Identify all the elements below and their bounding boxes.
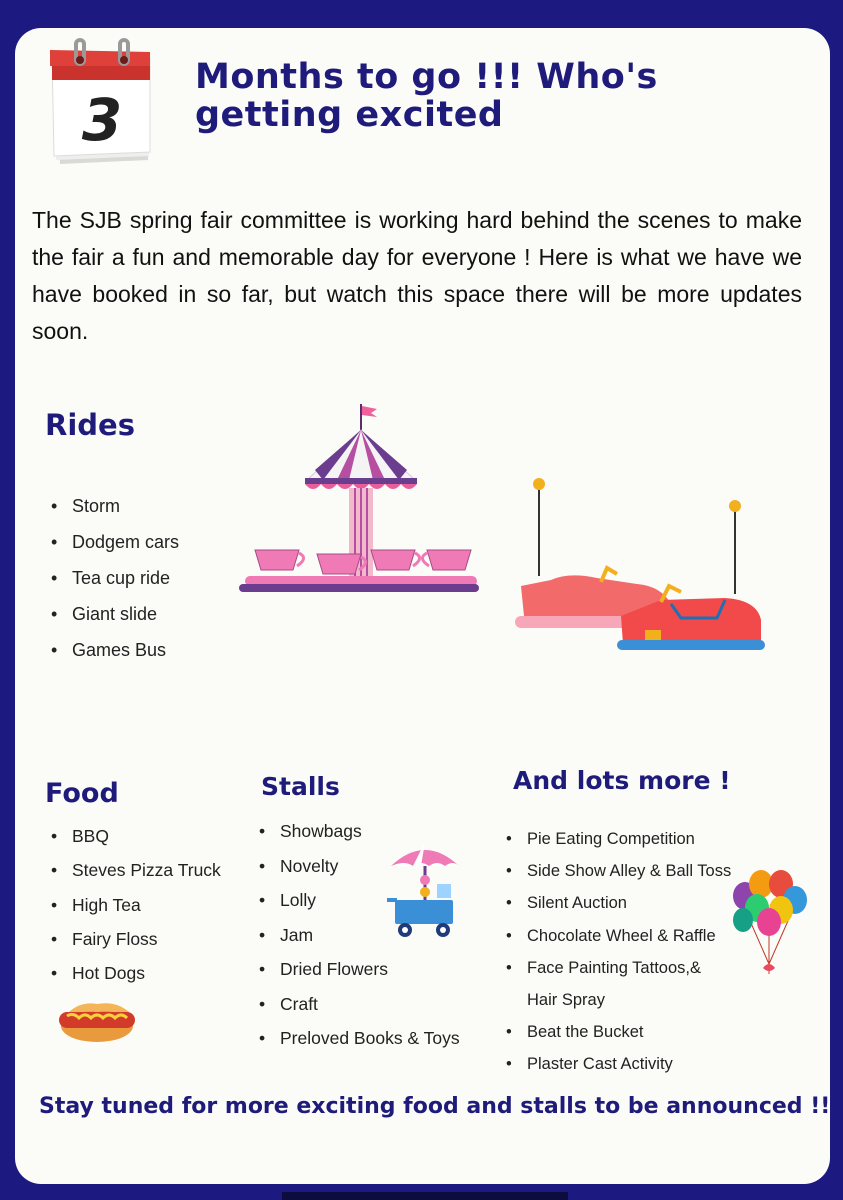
- list-item: • Hot Dogs: [45, 962, 221, 996]
- list-item: • Face Painting Tattoos,& Hair Spray: [500, 952, 727, 1016]
- calendar-number: 3: [81, 86, 123, 154]
- page-title: Months to go !!! Who's getting excited: [195, 57, 658, 135]
- intro-paragraph: The SJB spring fair committee is working hard behind the scenes to make the fair a fun and memorable day for everyone ! Here is what we have we have booked in so far, but watch this space there will be more updates soon.: [32, 207, 802, 344]
- balloons-icon: [729, 864, 809, 988]
- list-item: • Novelty: [253, 855, 460, 890]
- list-item: • Showbags: [253, 820, 460, 855]
- candy-cart-icon: [385, 838, 461, 942]
- list-item: • Games Bus: [45, 638, 179, 674]
- list-item: • Lolly: [253, 889, 460, 924]
- list-item: • Dodgem cars: [45, 530, 179, 566]
- list-item: • Storm: [45, 494, 179, 530]
- footer-message: Stay tuned for more exciting food and stalls to be announced !!: [39, 1094, 830, 1119]
- more-list: [500, 828, 731, 1086]
- stalls-heading: Stalls: [261, 772, 340, 801]
- list-item: • Giant slide: [45, 602, 179, 638]
- list-item: • Side Show Alley & Ball Toss: [500, 860, 731, 892]
- hot-dog-icon: [57, 992, 137, 1048]
- bottom-bar: [282, 1192, 568, 1200]
- bumper-cars-icon: [511, 476, 766, 654]
- list-item: • Plaster Cast Activity: [500, 1053, 731, 1085]
- list-item: • Fairy Floss: [45, 928, 221, 962]
- list-item: • Jam: [253, 924, 460, 959]
- rides-list: [45, 494, 179, 674]
- food-heading: Food: [45, 778, 119, 809]
- teacup-ride-icon: [237, 400, 482, 596]
- calendar-icon: [46, 36, 158, 164]
- flyer-card: [15, 28, 830, 1184]
- list-item: • Preloved Books & Toys: [253, 1027, 460, 1062]
- list-item: • Craft: [253, 993, 460, 1028]
- list-item: • High Tea: [45, 894, 221, 928]
- more-heading: And lots more !: [513, 766, 731, 795]
- list-item: • BBQ: [45, 825, 221, 859]
- list-item: • Silent Auction: [500, 892, 731, 924]
- list-item: • Pie Eating Competition: [500, 828, 731, 860]
- rides-heading: Rides: [45, 408, 135, 442]
- list-item: • Tea cup ride: [45, 566, 179, 602]
- list-item: • Dried Flowers: [253, 958, 460, 993]
- list-item: • Beat the Bucket: [500, 1021, 731, 1053]
- list-item: • Steves Pizza Truck: [45, 859, 221, 893]
- list-item: • Chocolate Wheel & Raffle: [500, 925, 731, 957]
- food-list: [45, 825, 221, 996]
